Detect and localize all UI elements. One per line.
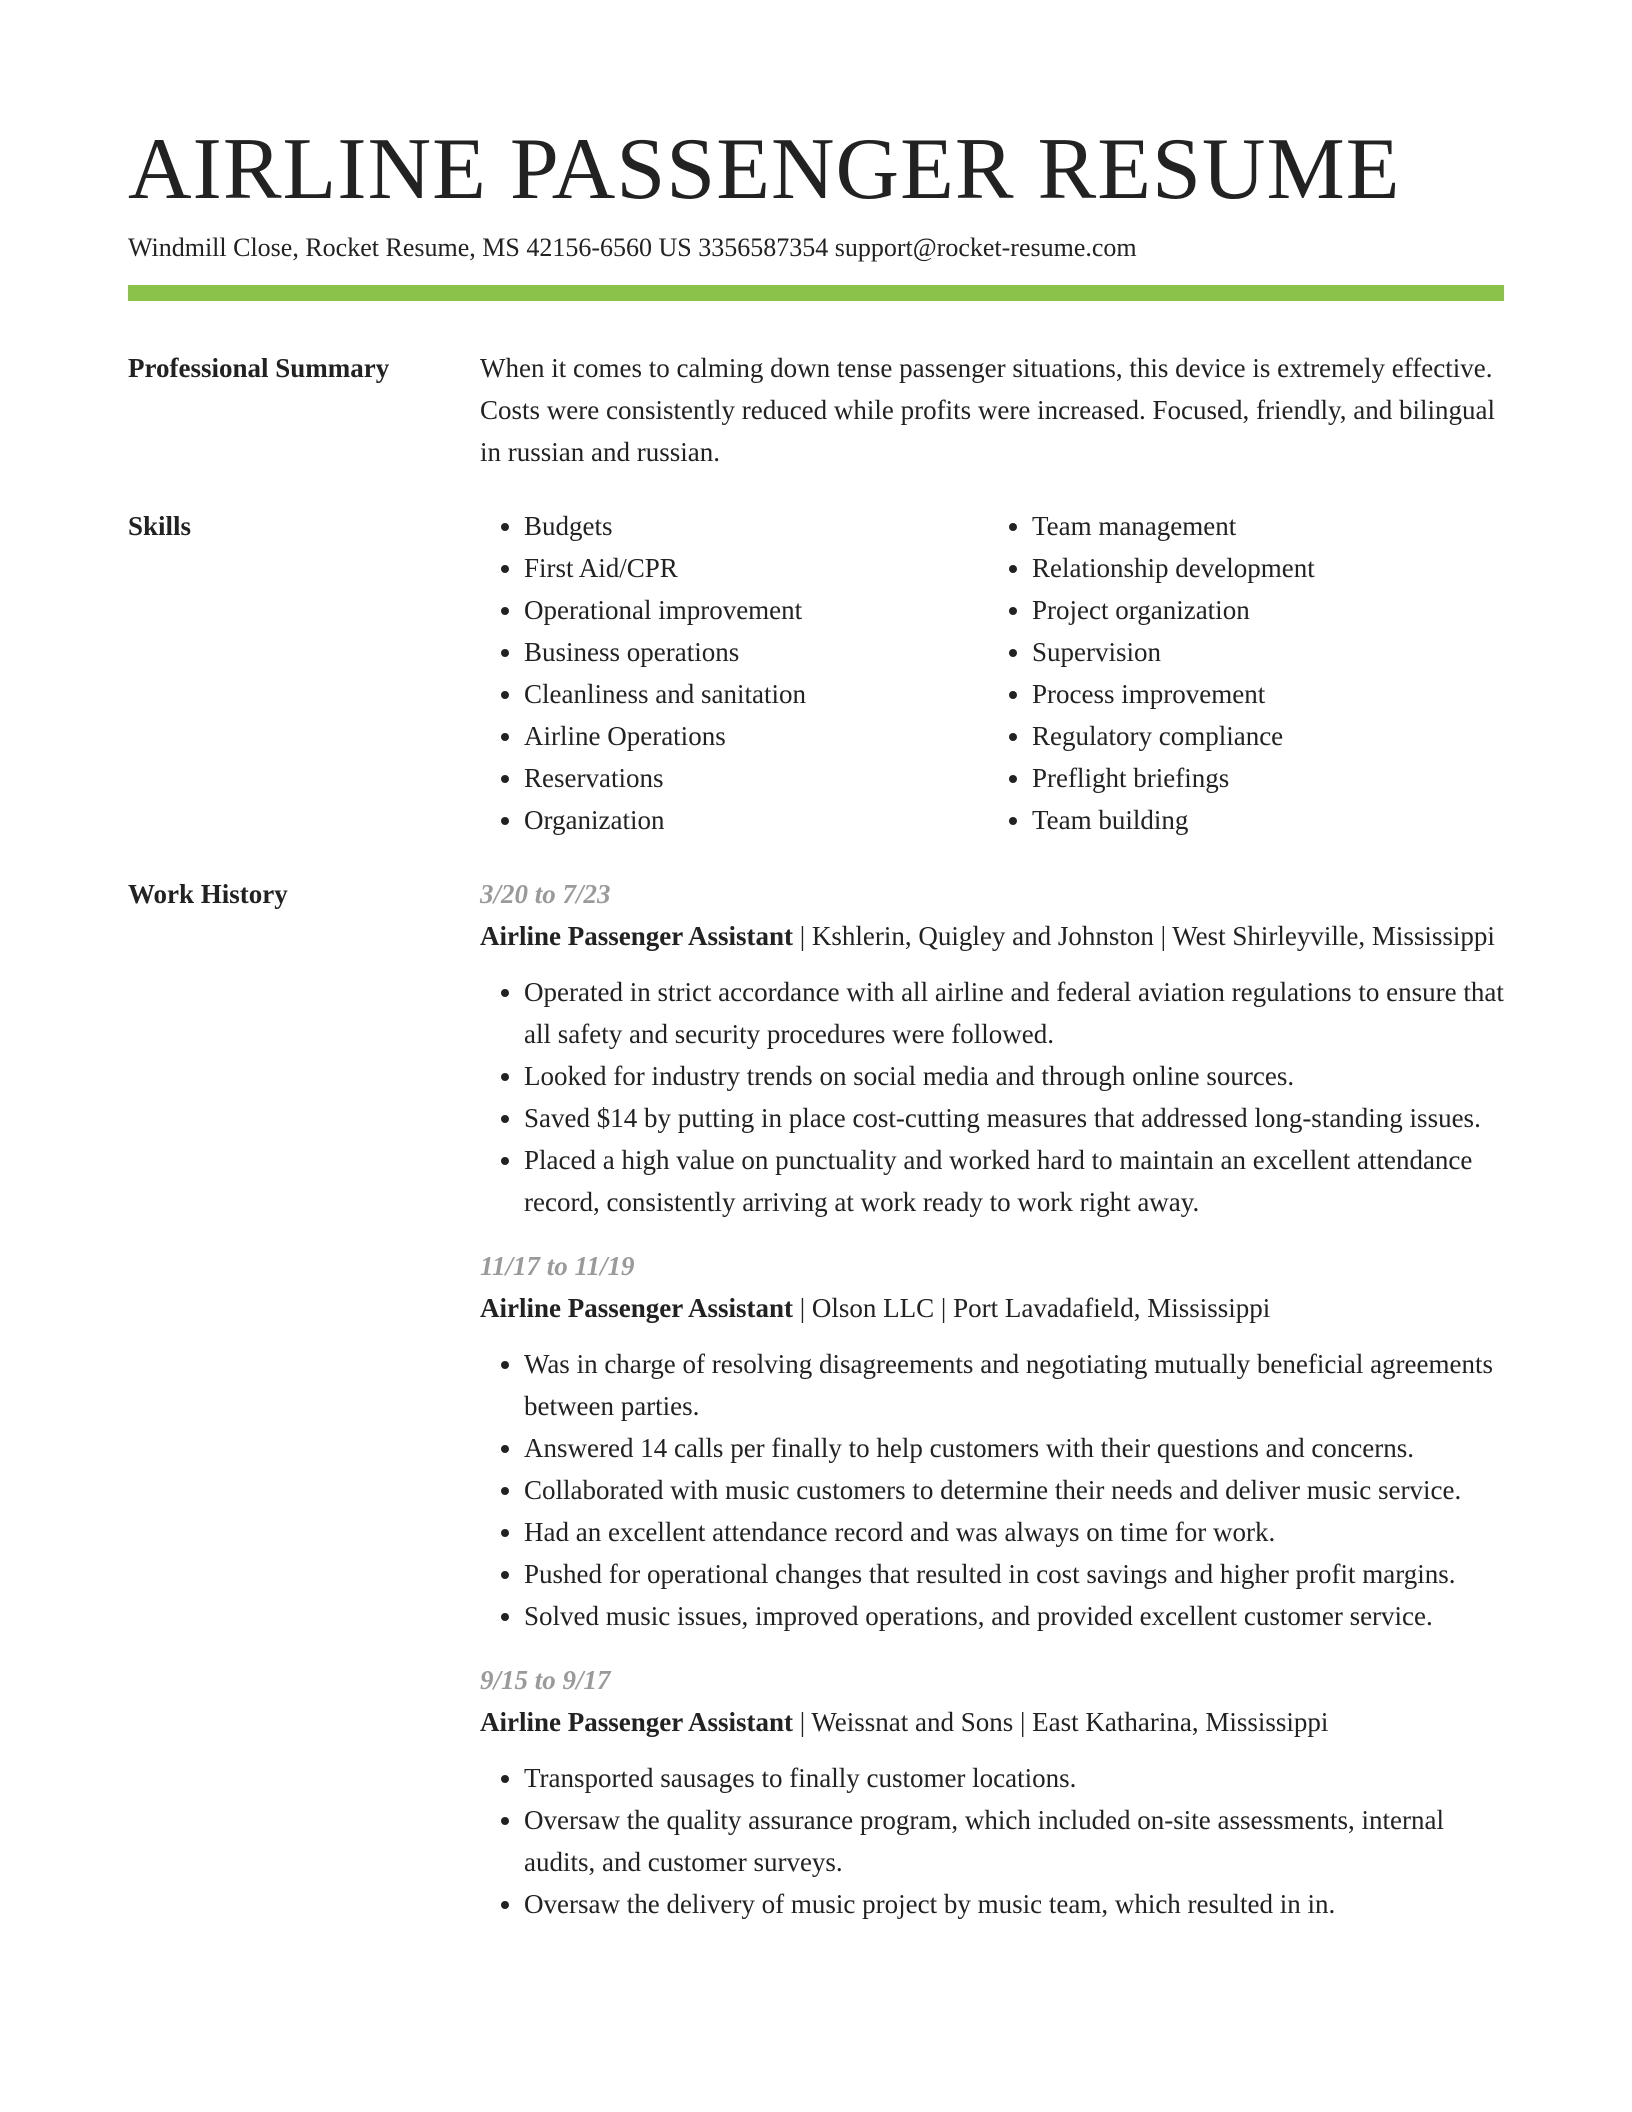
job-bullets: [480, 1757, 1504, 1925]
skill-item: • Team management: [1032, 505, 1492, 547]
job-bullet: • Transported sausages to finally customer locations.: [524, 1757, 1504, 1799]
skills-list-left: [480, 505, 984, 841]
skill-item: • Supervision: [1032, 631, 1492, 673]
resume-name: AIRLINE PASSENGER RESUME: [128, 121, 1401, 218]
job-bullet: • Answered 14 calls per finally to help customers with their questions and concerns.: [524, 1427, 1504, 1469]
skill-item: • First Aid/CPR: [524, 547, 984, 589]
job-bullet: • Saved $14 by putting in place cost-cutting measures that addressed long-standing issues.: [524, 1097, 1504, 1139]
skills-heading: Skills: [128, 511, 192, 541]
job-bullet: • Had an excellent attendance record and was always on time for work.: [524, 1511, 1504, 1553]
work-history-heading: Work History: [128, 879, 288, 909]
job-bullet: • Looked for industry trends on social media and through online sources.: [524, 1055, 1504, 1097]
accent-divider: [128, 285, 1504, 301]
skill-item: • Process improvement: [1032, 673, 1492, 715]
job-dates: 11/17 to 11/19: [480, 1251, 635, 1281]
job-details: | Weissnat and Sons | East Katharina, Mississippi: [793, 1707, 1329, 1737]
job-entry: [480, 873, 1504, 1223]
job-heading: [480, 915, 1504, 957]
job-details: | Kshlerin, Quigley and Johnston | West Shirleyville, Mississippi: [793, 921, 1495, 951]
skills-list-right: [988, 505, 1492, 841]
job-heading: [480, 1287, 1504, 1329]
job-bullet: • Placed a high value on punctuality and worked hard to maintain an excellent attendance record, consistently arriving at work ready to work right away.: [524, 1139, 1504, 1223]
summary-section: [128, 347, 1504, 473]
skills-section: [128, 505, 1504, 841]
job-bullet: • Oversaw the delivery of music project by music team, which resulted in in.: [524, 1883, 1504, 1925]
skill-item: • Organization: [524, 799, 984, 841]
job-dates: 9/15 to 9/17: [480, 1665, 611, 1695]
job-bullet: • Collaborated with music customers to determine their needs and deliver music service.: [524, 1469, 1504, 1511]
skill-item: • Reservations: [524, 757, 984, 799]
skill-item: • Business operations: [524, 631, 984, 673]
skill-item: • Budgets: [524, 505, 984, 547]
job-title: Airline Passenger Assistant: [480, 921, 794, 951]
skill-item: • Airline Operations: [524, 715, 984, 757]
work-history-section: [128, 873, 1504, 1947]
contact-line: Windmill Close, Rocket Resume, MS 42156-6560 US 3356587354 support@rocket-resume.com: [128, 233, 1137, 262]
summary-heading: Professional Summary: [128, 353, 390, 383]
job-entry: [480, 1245, 1504, 1637]
summary-text: When it comes to calming down tense passenger situations, this device is extremely effective. Costs were consistently reduced while profits were increased. Focused, friendly, and bilingual in russian and russian.: [480, 353, 1495, 467]
skill-item: • Relationship development: [1032, 547, 1492, 589]
skill-item: • Team building: [1032, 799, 1492, 841]
job-bullets: [480, 1343, 1504, 1637]
skill-item: • Preflight briefings: [1032, 757, 1492, 799]
skill-item: • Cleanliness and sanitation: [524, 673, 984, 715]
job-entry: [480, 1659, 1504, 1925]
job-bullet: • Operated in strict accordance with all airline and federal aviation regulations to ensure that all safety and security procedures were followed.: [524, 971, 1504, 1055]
job-bullet: • Pushed for operational changes that resulted in cost savings and higher profit margins.: [524, 1553, 1504, 1595]
job-dates: 3/20 to 7/23: [480, 879, 611, 909]
job-title: Airline Passenger Assistant: [480, 1707, 794, 1737]
skill-item: • Project organization: [1032, 589, 1492, 631]
job-title: Airline Passenger Assistant: [480, 1293, 794, 1323]
job-bullet: • Was in charge of resolving disagreements and negotiating mutually beneficial agreements between parties.: [524, 1343, 1504, 1427]
job-bullet: • Oversaw the quality assurance program, which included on-site assessments, internal audits, and customer surveys.: [524, 1799, 1504, 1883]
job-bullet: • Solved music issues, improved operations, and provided excellent customer service.: [524, 1595, 1504, 1637]
job-heading: [480, 1701, 1504, 1743]
resume-header: [128, 120, 1504, 266]
job-bullets: [480, 971, 1504, 1223]
skill-item: • Operational improvement: [524, 589, 984, 631]
job-details: | Olson LLC | Port Lavadafield, Mississippi: [793, 1293, 1271, 1323]
skill-item: • Regulatory compliance: [1032, 715, 1492, 757]
